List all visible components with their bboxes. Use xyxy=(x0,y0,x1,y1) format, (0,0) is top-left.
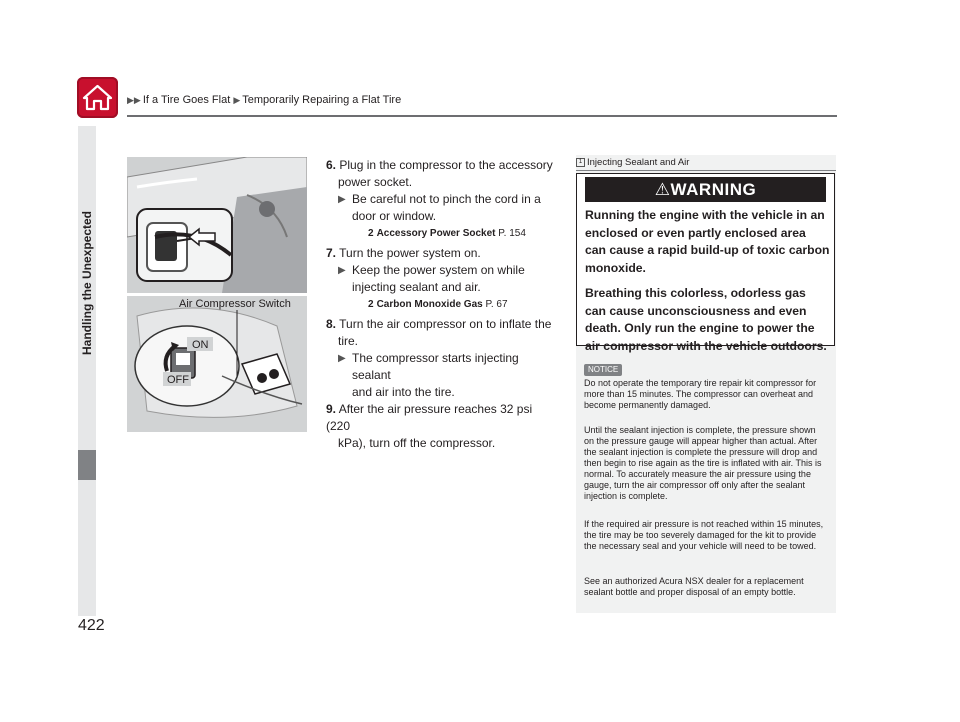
step-note-cont: door or window. xyxy=(352,209,437,223)
step-6 xyxy=(326,157,558,241)
reference-icon: 2 xyxy=(368,228,374,239)
step-note: ▶ Keep the power system on while xyxy=(338,263,525,277)
step-text: After the air pressure reaches 32 psi (220 xyxy=(326,402,533,433)
switch-on-label: ON xyxy=(192,339,209,351)
sidebar-paragraph: Until the sealant injection is complete, the pressure shown on the pressure gauge will appear higher than actual. After the sealant injection is complete the pressure will drop and then begin to rise again as the tire is inflated with air. This is normal. To accurately measure the air pressure using the gauge, turn the air compressor off only after the sealant injection is complete. xyxy=(584,425,822,501)
step-7 xyxy=(326,245,558,312)
breadcrumb-arrow-icon: ▶ xyxy=(233,95,241,105)
sidebar-paragraph: See an authorized Acura NSX dealer for a replacement sealant bottle and proper disposal of an empty bottle. xyxy=(584,576,804,597)
step-text: Turn the power system on. xyxy=(339,246,481,260)
step-text: Plug in the compressor to the accessory xyxy=(339,158,553,172)
step-text: kPa), turn off the compressor. xyxy=(338,436,496,450)
breadcrumb-item[interactable]: If a Tire Goes Flat xyxy=(142,94,231,106)
header-divider xyxy=(127,115,837,117)
notice-badge: NOTICE xyxy=(584,364,622,376)
breadcrumb-arrow-icon: ▶▶ xyxy=(127,95,141,105)
socket-drawing xyxy=(127,157,307,293)
figure-label: Air Compressor Switch xyxy=(179,298,291,310)
compressor-switch-illustration xyxy=(127,296,307,432)
note-arrow-icon: ▶ xyxy=(338,194,346,205)
home-icon xyxy=(82,83,113,112)
warning-icon: ⚠ xyxy=(654,180,671,199)
step-note: ▶ The compressor starts injecting sealant xyxy=(338,351,519,382)
step-note: ▶ Be careful not to pinch the cord in a xyxy=(338,192,541,206)
step-text: tire. xyxy=(338,334,359,348)
sidebar-divider xyxy=(576,170,836,171)
breadcrumb-item[interactable]: Temporarily Repairing a Flat Tire xyxy=(242,94,402,106)
step-number: 9. xyxy=(326,402,337,416)
section-tab-label: Handling the Unexpected xyxy=(80,210,94,356)
section-tab-marker xyxy=(78,450,96,480)
step-text: power socket. xyxy=(338,175,413,189)
cross-reference-link[interactable]: 2 Accessory Power Socket P. 154 xyxy=(368,228,526,239)
page-number: 422 xyxy=(78,617,105,634)
warning-paragraph: Running the engine with the vehicle in an enclosed or even partly enclosed area can cause a rapid build-up of toxic carbon monoxide. xyxy=(585,208,830,275)
step-9 xyxy=(326,401,558,452)
warning-text xyxy=(585,207,830,363)
home-button[interactable] xyxy=(77,77,118,118)
switch-off-label: OFF xyxy=(167,374,189,386)
warning-paragraph: Breathing this colorless, odorless gas can cause unconsciousness and even death. Only run the engine to power the air compressor with the vehicle outdoors. xyxy=(585,286,827,353)
step-note-cont: injecting sealant and air. xyxy=(352,280,481,294)
socket-illustration xyxy=(127,157,307,293)
cross-reference-link[interactable]: 2 Carbon Monoxide Gas P. 67 xyxy=(368,299,508,310)
reference-icon: 2 xyxy=(368,299,374,310)
step-8 xyxy=(326,316,558,401)
sidebar-ref-icon: 1 xyxy=(576,158,585,167)
sidebar-title: 1 Injecting Sealant and Air xyxy=(576,157,689,168)
warning-box xyxy=(576,173,835,353)
note-arrow-icon: ▶ xyxy=(338,265,346,276)
step-note-cont: and air into the tire. xyxy=(352,385,455,399)
step-number: 8. xyxy=(326,317,337,331)
instruction-steps xyxy=(326,157,558,452)
compressor-drawing xyxy=(127,296,307,432)
sidebar-paragraph: If the required air pressure is not reached within 15 minutes, the tire may be too severely damaged for the kit to provide the necessary seal and your vehicle will need to be towed. xyxy=(584,519,824,551)
warning-heading: ⚠WARNING xyxy=(585,177,826,202)
step-number: 7. xyxy=(326,246,337,260)
step-number: 6. xyxy=(326,158,337,172)
step-text: Turn the air compressor on to inflate the xyxy=(339,317,552,331)
note-arrow-icon: ▶ xyxy=(338,353,346,364)
breadcrumb xyxy=(127,94,401,106)
notice-text: Do not operate the temporary tire repair kit compressor for more than 15 minutes. The compressor can overheat and become permanently damaged. xyxy=(584,378,817,410)
